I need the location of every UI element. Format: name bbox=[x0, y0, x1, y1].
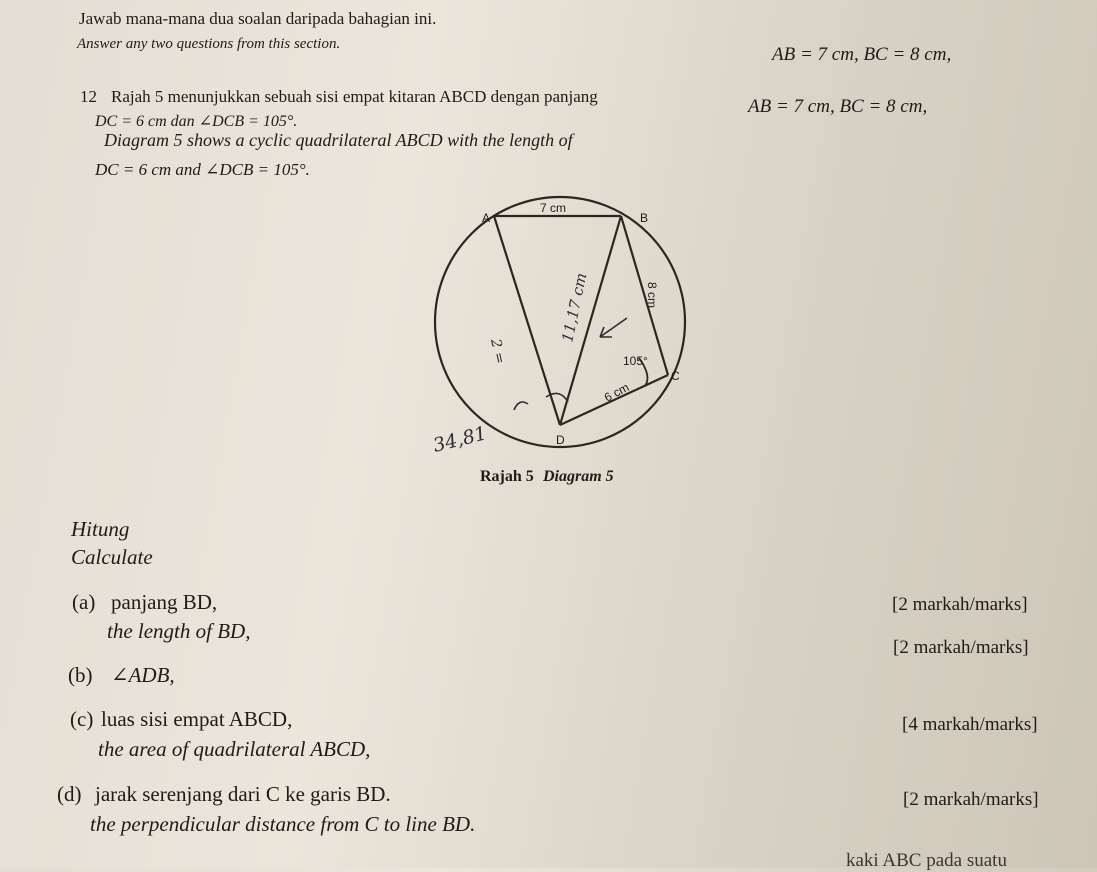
handwritten-mark bbox=[514, 402, 528, 410]
question-english-given: AB = 7 cm, BC = 8 cm, bbox=[748, 96, 928, 117]
part-a-label: (a) bbox=[72, 590, 96, 614]
cutoff-next-question-text: kaki ABC pada suatu bbox=[846, 850, 1007, 871]
question-malay-line1: Rajah 5 menunjukkan sebuah sisi empat kitaran ABCD dengan panjang bbox=[111, 87, 598, 106]
part-c-english: the area of quadrilateral ABCD, bbox=[98, 737, 371, 761]
part-d-malay: jarak serenjang dari C ke garis BD. bbox=[95, 782, 391, 806]
question-number: 12 bbox=[80, 87, 97, 106]
handwritten-bd-note: 11,17 cm bbox=[558, 271, 591, 344]
label-d: D bbox=[556, 433, 565, 447]
part-d-marks: [2 markah/marks] bbox=[903, 789, 1039, 810]
question-english-line1: Diagram 5 shows a cyclic quadrilateral ABCD with the length of bbox=[104, 130, 573, 150]
length-bc: 8 cm bbox=[645, 282, 659, 309]
question-malay-given: AB = 7 cm, BC = 8 cm, bbox=[772, 44, 952, 65]
handwritten-angle-note: 34,81 bbox=[430, 422, 489, 457]
circumcircle bbox=[435, 197, 685, 447]
length-ab: 7 cm bbox=[540, 201, 567, 215]
question-english-line2: DC = 6 cm and ∠DCB = 105°. bbox=[95, 160, 310, 179]
handwritten-side-note: 2 = bbox=[487, 337, 508, 366]
part-b-label: (b) bbox=[68, 663, 93, 687]
question-malay-line2: DC = 6 cm dan ∠DCB = 105°. bbox=[95, 113, 298, 130]
handwritten-angle-arc bbox=[546, 393, 568, 402]
instruction-english: Answer any two questions from this section. bbox=[77, 36, 341, 52]
part-c-label: (c) bbox=[70, 707, 94, 731]
label-c: C bbox=[671, 369, 680, 383]
label-b: B bbox=[640, 211, 649, 225]
diagram-caption-english: Diagram 5 bbox=[543, 468, 614, 485]
diagram-caption-malay: Rajah 5 bbox=[480, 468, 534, 485]
part-c-marks: [4 markah/marks] bbox=[902, 714, 1038, 735]
label-a: A bbox=[482, 211, 491, 225]
angle-dcb-label: 105° bbox=[623, 354, 648, 368]
instruction-malay: Jawab mana-mana dua soalan daripada bahagian ini. bbox=[79, 9, 437, 28]
part-d-label: (d) bbox=[57, 782, 82, 806]
calculate-malay: Hitung bbox=[71, 517, 130, 541]
part-a-marks: [2 markah/marks] bbox=[892, 594, 1028, 615]
part-a-malay: panjang BD, bbox=[111, 590, 218, 614]
side-da bbox=[494, 216, 560, 425]
part-a-english: the length of BD, bbox=[107, 619, 251, 643]
part-b-malay: ∠ADB, bbox=[111, 663, 175, 687]
calculate-english: Calculate bbox=[71, 545, 153, 569]
part-d-english: the perpendicular distance from C to line BD. bbox=[90, 812, 476, 836]
handwritten-arrow bbox=[600, 318, 627, 337]
part-c-malay: luas sisi empat ABCD, bbox=[101, 707, 293, 731]
part-b-marks: [2 markah/marks] bbox=[893, 637, 1029, 658]
side-bc bbox=[621, 216, 668, 375]
length-dc: 6 cm bbox=[601, 380, 632, 405]
